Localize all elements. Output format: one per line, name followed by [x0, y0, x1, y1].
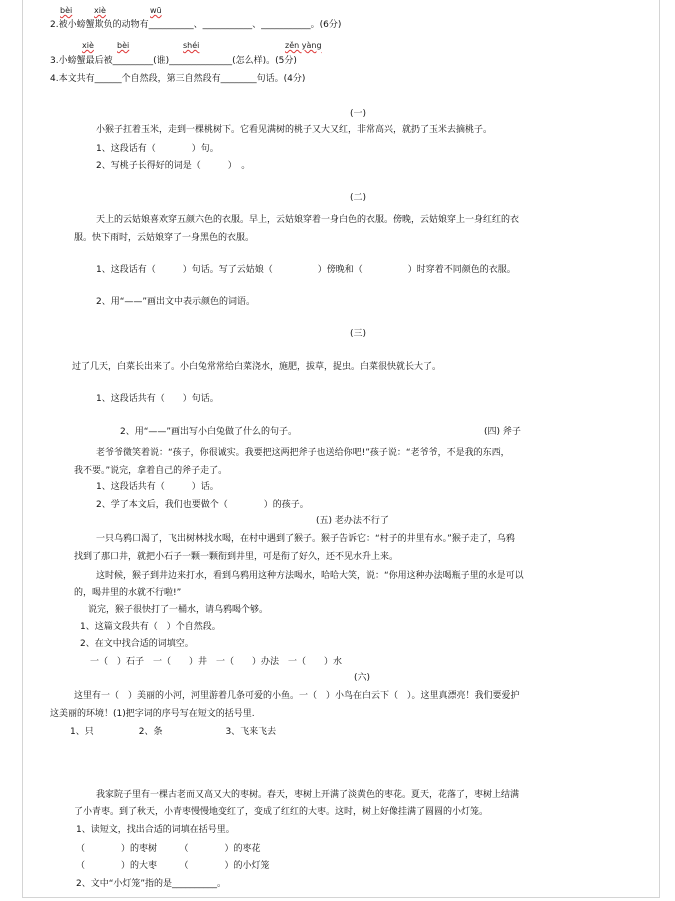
section-5-question-1: 1、这篇文段共有（ ）个自然段。: [80, 622, 221, 632]
section-5-para-1-line-1: 一只乌鸦口渴了，飞出树林找水喝，在村中遇到了猴子。猴子告诉它：“村子的井里有水。”猴子走了，乌鸦: [96, 534, 515, 544]
section-6-passage-line-2: 这美丽的环境！(1)把字词的序号写在短文的括号里.: [50, 709, 255, 719]
section-5-para-1-line-2: 找到了那口井，就把小石子一颗一颗衔到井里，可是衔了好久，还不见水升上来。: [74, 552, 399, 562]
question-2: 2.被小螃蟹欺负的动物有__________、___________、___________。(6分): [50, 20, 342, 30]
section-2-question-2: 2、用“——”画出文中表示颜色的词语。: [96, 297, 256, 307]
pinyin-xie-2: xiè: [82, 41, 94, 50]
section-2-question-1: 1、这段话有（ ）句话。写了云姑娘（ ）傍晚和（ ）时穿着不同颜色的衣服。: [96, 265, 516, 275]
section-2-passage-line-1: 天上的云姑娘喜欢穿五颜六色的衣服。早上，云姑娘穿着一身白色的衣服。傍晚，云姑娘穿上一身红红的衣: [96, 215, 520, 225]
section-4-heading: (四) 斧子: [484, 427, 521, 437]
section-5-question-2: 2、在文中找合适的词填空。: [80, 639, 194, 649]
pinyin-zenyang: zěn yàng: [285, 41, 322, 50]
section-1-passage: 小猴子扛着玉米，走到一棵桃树下。它看见满树的桃子又大又红，非常高兴，就扔了玉米去摘桃子。: [96, 125, 493, 135]
section-4-passage-line-1: 老爷爷微笑着说：“孩子，你很诚实。我要把这两把斧子也送给你吧!”孩子说：“老爷爷，不是我的东西，: [96, 448, 510, 458]
question-4: 4.本文共有______个自然段，第三自然段有________句话。(4分): [50, 74, 306, 84]
section-5-para-3: 说完，猴子很快打了一桶水，请乌鸦喝个够。: [88, 605, 269, 615]
section-1-question-1: 1、这段话有（ ）句。: [96, 144, 219, 154]
section-6-heading: (六): [354, 673, 371, 683]
section-4-question-1: 1、这段话共有（ ）话。: [96, 482, 219, 492]
section-7-fill-row-2: （ ）的大枣 （ ）的小灯笼: [76, 861, 270, 871]
pinyin-xie: xiè: [94, 6, 106, 15]
section-7-question-1: 1、读短文，找出合适的词填在括号里。: [76, 825, 235, 835]
section-6-options: 1、只 2、条 3、飞来飞去: [70, 727, 277, 737]
section-5-para-2-line-2: 的，喝井里的水就不行啦!”: [74, 588, 182, 598]
section-5-question-3: 一（ ）石子 一（ ）井 一（ ）办法 一（ ）水: [90, 657, 343, 667]
pinyin-wu: wū: [150, 6, 162, 15]
section-2-passage-line-2: 服。快下雨时，云姑娘穿了一身黑色的衣服。: [74, 233, 255, 243]
pinyin-bei-2: bèi: [117, 41, 130, 50]
section-1-question-2: 2、写桃子长得好的词是（ ） 。: [96, 161, 251, 171]
section-7-question-2: 2、文中“小灯笼”指的是__________。: [76, 879, 227, 889]
section-2-heading: (二): [350, 193, 367, 203]
pinyin-bei: bèi: [60, 6, 73, 15]
section-4-passage-line-2: 我不要。”说完，拿着自己的斧子走了。: [74, 466, 228, 476]
section-5-heading: (五) 老办法不行了: [316, 516, 389, 526]
section-7-fill-row-1: （ ）的枣树 （ ）的枣花: [76, 844, 261, 854]
section-3-heading: (三): [350, 329, 367, 339]
pinyin-shei: shéi: [183, 41, 200, 50]
section-7-passage-line-1: 我家院子里有一棵古老而又高又大的枣树。春天，枣树上开满了淡黄色的枣花。夏天，花落了，枣树上结满: [96, 790, 520, 800]
section-3-passage: 过了几天，白菜长出来了。小白兔常常给白菜浇水，施肥，拔草，捉虫。白菜很快就长大了。: [72, 362, 442, 372]
section-1-heading: (一): [350, 109, 367, 119]
section-3-question-2: 2、用“——”画出写小白兔做了什么的句子。: [120, 427, 298, 437]
section-7-passage-line-2: 了小青枣。到了秋天，小青枣慢慢地变红了，变成了红红的大枣。这时，树上好像挂满了圆圆的小灯笼。: [74, 807, 489, 817]
section-6-passage-line-1: 这里有一（ ）美丽的小河，河里游着几条可爱的小鱼。一（ ）小鸟在白云下（ ）。这里真漂亮！我们要爱护: [74, 691, 520, 701]
section-3-question-1: 1、这段话共有（ ）句话。: [96, 394, 219, 404]
question-3: 3.小螃蟹最后被_________(谁)______________(怎么样)。(5分): [50, 56, 297, 66]
section-5-para-2-line-1: 这时候，猴子到井边来打水，看到乌鸦用这种方法喝水，哈哈大笑，说：“你用这种办法喝瓶子里的水是可以: [96, 571, 524, 581]
section-4-question-2: 2、学了本文后，我们也要做个（ ）的孩子。: [96, 500, 309, 510]
